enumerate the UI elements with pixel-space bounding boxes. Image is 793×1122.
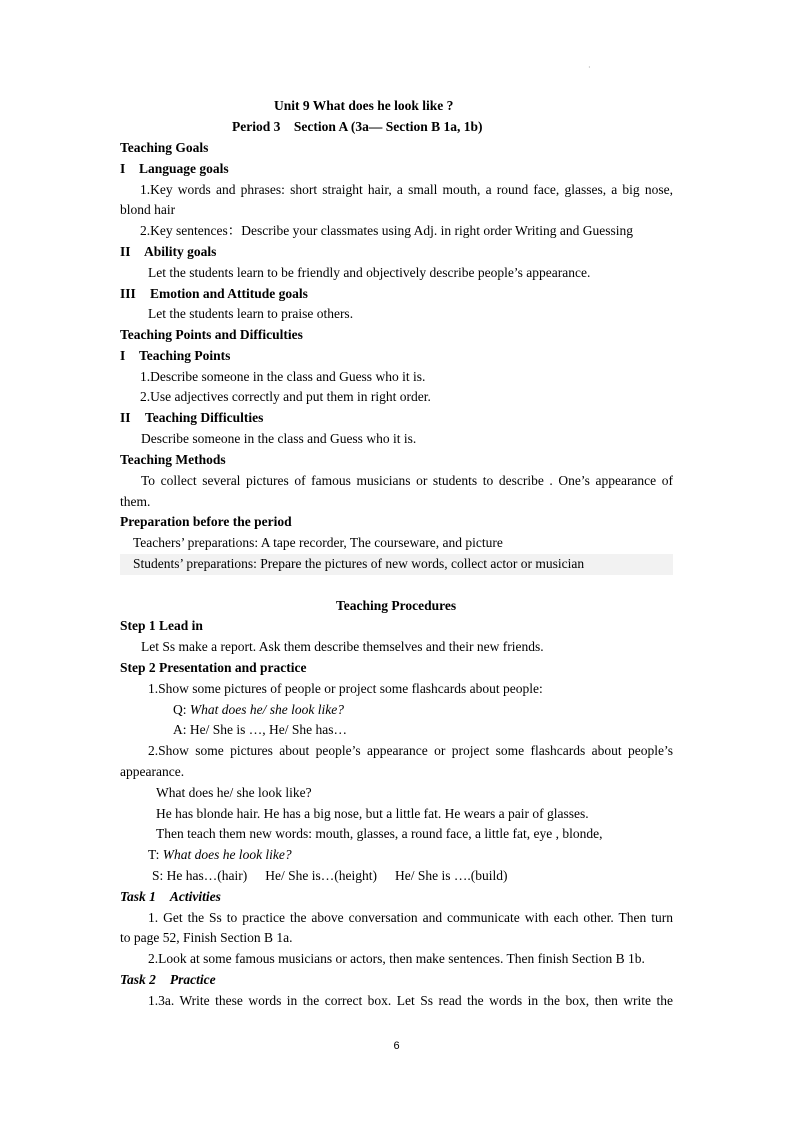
step-2-item-2-continued: appearance. (120, 764, 185, 779)
task-2-item-1: 1.3a. Write these words in the correct box. Let Ss read the words in the box, then write the (148, 993, 673, 1008)
language-goal-item-1-continued: blond hair (120, 202, 176, 217)
teacher-question: What does he look like? (162, 847, 292, 862)
teaching-points-number: I (120, 348, 126, 363)
teacher-label: T: (148, 847, 163, 862)
unit-title: Unit 9 What does he look like ? (274, 98, 454, 113)
language-goal-item-2: 2.Key sentences：Describe your classmates using Adj. in right order Writing and Guessing (140, 223, 633, 238)
preparation-heading: Preparation before the period (120, 514, 292, 529)
teaching-point-item-2: 2.Use adjectives correctly and put them in right order. (140, 389, 431, 404)
ability-goals-text: Let the students learn to be friendly and objectively describe people’s appearance. (148, 265, 591, 280)
question-label: Q: (173, 702, 190, 717)
new-words-line: Then teach them new words: mouth, glasses, a round face, a little fat, eye , blonde, (156, 826, 603, 841)
teaching-point-item-1: 1.Describe someone in the class and Guess who it is. (140, 369, 426, 384)
teacher-line (148, 845, 292, 865)
teaching-points-title: Teaching Points (139, 348, 231, 363)
task-2-title (120, 970, 216, 990)
student-build: He/ She is ….(build) (394, 868, 508, 883)
emotion-goals-number: III (120, 286, 136, 301)
example-question: What does he/ she look like? (156, 785, 312, 800)
points-heading: Teaching Points and Difficulties (120, 327, 303, 342)
page-number: 6 (393, 1040, 400, 1052)
step-2-item-2: 2.Show some pictures about people’s appearance or project some flashcards about people’s (148, 743, 673, 758)
methods-text: To collect several pictures of famous musicians or students to describe . One’s appearance of (141, 473, 673, 488)
teaching-difficulties-number: II (120, 410, 131, 425)
methods-text-continued: them. (120, 494, 151, 509)
language-goals-number: I (120, 161, 126, 176)
task-2-subtitle: Practice (169, 972, 216, 987)
step-1-title: Step 1 Lead in (120, 618, 203, 633)
question-line (173, 700, 344, 720)
procedures-heading: Teaching Procedures (336, 598, 457, 613)
task-1-label: Task 1 (120, 889, 156, 904)
corner-mark: · (588, 63, 591, 72)
student-hair: S: He has…(hair) (152, 868, 248, 883)
question-text: What does he/ she look like? (189, 702, 344, 717)
step-1-text: Let Ss make a report. Ask them describe themselves and their new friends. (141, 639, 544, 654)
step-2-title: Step 2 Presentation and practice (120, 660, 307, 675)
methods-heading: Teaching Methods (120, 452, 226, 467)
student-height: He/ She is…(height) (265, 868, 377, 883)
students-preparations: Students’ preparations: Prepare the pictures of new words, collect actor or musician (133, 556, 585, 571)
emotion-goals-text: Let the students learn to praise others. (148, 306, 354, 321)
step-2-item-1: 1.Show some pictures of people or project some flashcards about people: (148, 681, 543, 696)
language-goal-item-1: 1.Key words and phrases: short straight hair, a small mouth, a round face, glasses, a big nose, (140, 182, 673, 197)
teaching-goals-heading: Teaching Goals (120, 140, 209, 155)
teaching-difficulties-title: Teaching Difficulties (145, 410, 264, 425)
example-answer: He has blonde hair. He has a big nose, but a little fat. He wears a pair of glasses. (156, 806, 589, 821)
task-1-title (120, 887, 221, 907)
task-1-item-2: 2.Look at some famous musicians or actors, then make sentences. Then finish Section B 1b. (148, 951, 645, 966)
language-goals-title: Language goals (139, 161, 229, 176)
student-line (152, 866, 507, 886)
teaching-difficulties-text: Describe someone in the class and Guess who it is. (141, 431, 417, 446)
teachers-preparations: Teachers’ preparations: A tape recorder, The courseware, and picture (133, 535, 503, 550)
period-subtitle: Period 3 Section A (3a— Section B 1a, 1b) (232, 119, 483, 134)
ability-goals-title: Ability goals (144, 244, 217, 259)
task-1-item-1: 1. Get the Ss to practice the above conversation and communicate with each other. Then turn (148, 910, 673, 925)
answer-line: A: He/ She is …, He/ She has… (173, 722, 347, 737)
task-1-subtitle: Activities (169, 889, 221, 904)
emotion-goals-title: Emotion and Attitude goals (150, 286, 308, 301)
task-2-label: Task 2 (120, 972, 156, 987)
ability-goals-number: II (120, 244, 131, 259)
task-1-item-1-continued: to page 52, Finish Section B 1a. (120, 930, 293, 945)
